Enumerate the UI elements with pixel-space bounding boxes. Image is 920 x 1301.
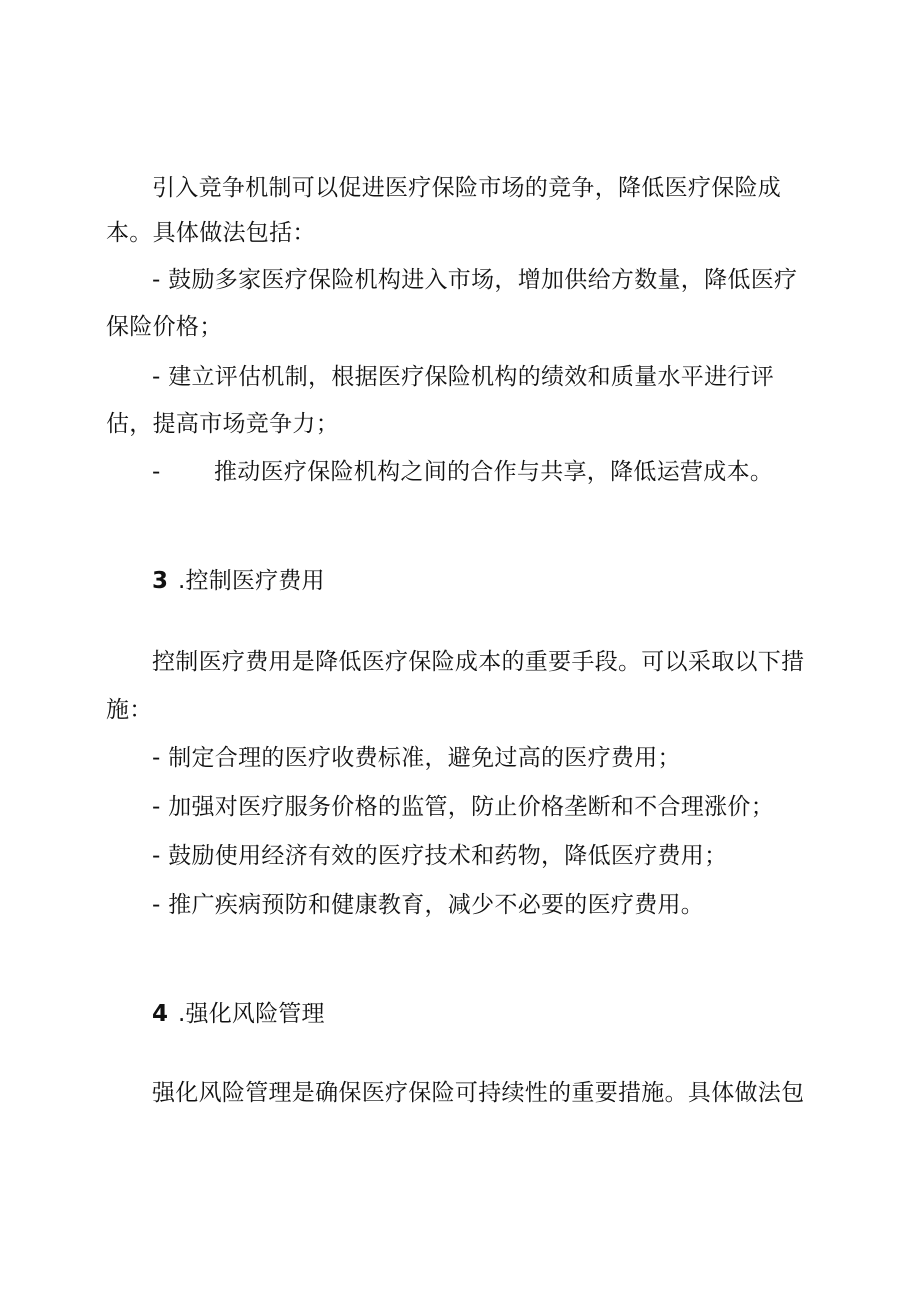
heading-text: .控制医疗费用 [178,568,325,594]
paragraph-line: 引入竞争机制可以促进医疗保险市场的竞争，降低医疗保险成 [152,175,782,201]
paragraph-line: 本。具体做法包括： [106,220,316,246]
section-heading [152,566,325,596]
section-heading [152,999,325,1029]
bullet-dash: - [152,459,161,485]
bullet-item-continuation: 估，提高市场竞争力； [106,411,339,437]
paragraph-line: 控制医疗费用是降低医疗保险成本的重要手段。可以采取以下措 [152,649,805,675]
bullet-text: 推动医疗保险机构之间的合作与共享，降低运营成本。 [214,459,774,485]
bullet-item: - 鼓励多家医疗保险机构进入市场，增加供给方数量，降低医疗 [152,267,798,293]
bullet-item-continuation: 保险价格； [106,314,223,340]
bullet-item: - 制定合理的医疗收费标准，避免过高的医疗费用； [152,745,681,771]
bullet-item: - 推广疾病预防和健康教育，减少不必要的医疗费用。 [152,892,705,918]
heading-number: 4 [152,1001,169,1027]
heading-text: .强化风险管理 [178,1001,325,1027]
paragraph-line: 强化风险管理是确保医疗保险可持续性的重要措施。具体做法包 [152,1080,805,1106]
bullet-item: - 建立评估机制，根据医疗保险机构的绩效和质量水平进行评 [152,364,775,390]
bullet-item: - 加强对医疗服务价格的监管，防止价格垄断和不合理涨价； [152,794,775,820]
paragraph-line: 施： [106,697,153,723]
heading-number: 3 [152,568,169,594]
bullet-item: - 鼓励使用经济有效的医疗技术和药物，降低医疗费用； [152,843,728,869]
bullet-item [0,457,920,487]
